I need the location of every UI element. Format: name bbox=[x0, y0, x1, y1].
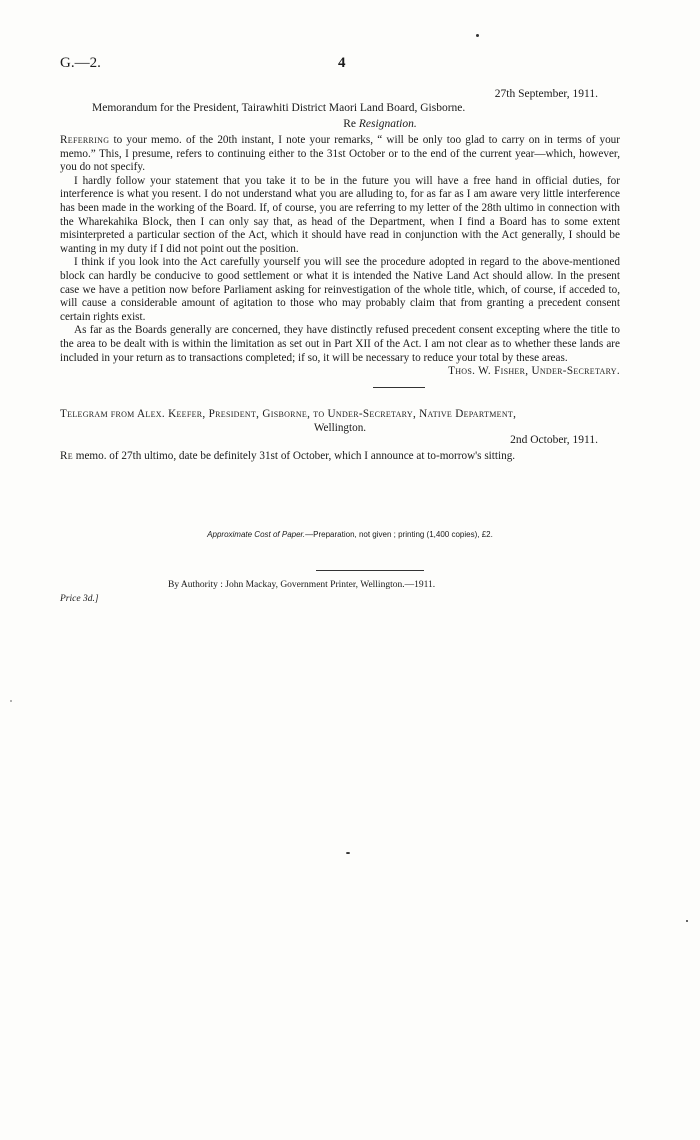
telegram-body-text: memo. of 27th ultimo, date be definitely 31st of October, which I announce at to-morrow's sitting. bbox=[75, 450, 516, 462]
document-reference: G.—2. bbox=[60, 55, 101, 71]
memo-subject bbox=[0, 118, 700, 130]
scan-speck bbox=[686, 920, 688, 922]
price-note: Price 3d.] bbox=[60, 594, 99, 604]
memo-subject-text: Resignation. bbox=[358, 118, 417, 130]
page-number: 4 bbox=[338, 55, 346, 71]
memo-subject-prefix: Re bbox=[343, 118, 357, 130]
telegram-lead: Telegram bbox=[60, 408, 108, 420]
footer-divider bbox=[316, 570, 424, 571]
memo-paragraph-2: I hardly follow your statement that you take it to be in the future you will have a free hand in official duties, for interference is what you resent. I do not understand what you are alluding to, for as far as I am aware very little interference has been made in the working of the Board. If, of course, you are referring to my letter of the 28th ultimo in connection with the Wharekahika Block, then I can only say that, as head of the Department, when I find a Board has to some extent misinterpreted a particular section of the Act, which it should have read in conjunction with the Act generally, I should be wanting in my duty if I did not point out the position. bbox=[60, 174, 620, 255]
telegram-body bbox=[60, 450, 620, 464]
scan-speck bbox=[476, 34, 479, 37]
section-divider bbox=[373, 387, 425, 388]
telegram-date: 2nd October, 1911. bbox=[510, 434, 598, 446]
cost-note-text: —Preparation, not given ; printing (1,400 copies), £2. bbox=[305, 530, 493, 539]
scan-speck bbox=[10, 700, 12, 702]
memo-title: Memorandum for the President, Tairawhiti District Maori Land Board, Gisborne. bbox=[92, 102, 466, 114]
memo-paragraph-1 bbox=[60, 134, 620, 175]
telegram-body-lead: Re bbox=[60, 450, 73, 462]
memo-date: 27th September, 1911. bbox=[494, 88, 598, 100]
scan-speck bbox=[346, 852, 350, 854]
telegram-heading-text: from Alex. Keefer, President, Gisborne, to Under-Secretary, Native Department, bbox=[110, 408, 517, 420]
memo-paragraph-4: As far as the Boards generally are concerned, they have distinctly refused precedent consent excepting where the title to the area to be dealt with is within the limitation as set out in Part XII of the Act. I am not clear as to whether these lands are included in your return as to transactions completed; if so, it will be necessary to reduce your total by these areas. bbox=[60, 324, 620, 364]
memo-body bbox=[60, 134, 620, 379]
memo-paragraph-1-lead: Referring bbox=[60, 134, 110, 146]
cost-note bbox=[0, 530, 700, 539]
memo-signature bbox=[60, 365, 620, 379]
cost-note-label: Approximate Cost of Paper. bbox=[207, 530, 306, 539]
memo-paragraph-1-text: to your memo. of the 20th instant, I note your remarks, “ will be only too glad to carry on in terms of your memo.” This, I presume, refers to continuing either to the 31st October or to the end of the current year—which, however, you do not specify. bbox=[60, 134, 621, 174]
printer-authority: By Authority : John Mackay, Government Printer, Wellington.—1911. bbox=[168, 580, 436, 590]
memo-signature-text: Thos. W. Fisher, Under-Secretary. bbox=[448, 365, 620, 378]
telegram-heading bbox=[60, 408, 620, 435]
telegram-place: Wellington. bbox=[313, 421, 367, 434]
memo-paragraph-3: I think if you look into the Act carefully yourself you will see the procedure adopted in regard to the above-mentioned block can hardly be conducive to good settlement or what it is intended the Native Land Act should allow. In the present case we have a petition now before Parliament asking for reinvestigation of the whole title, which, of course, if acceded to, will cause a considerable amount of agitation to those who may probably claim that from granting a precedent consent certain rights exist. bbox=[60, 256, 620, 323]
